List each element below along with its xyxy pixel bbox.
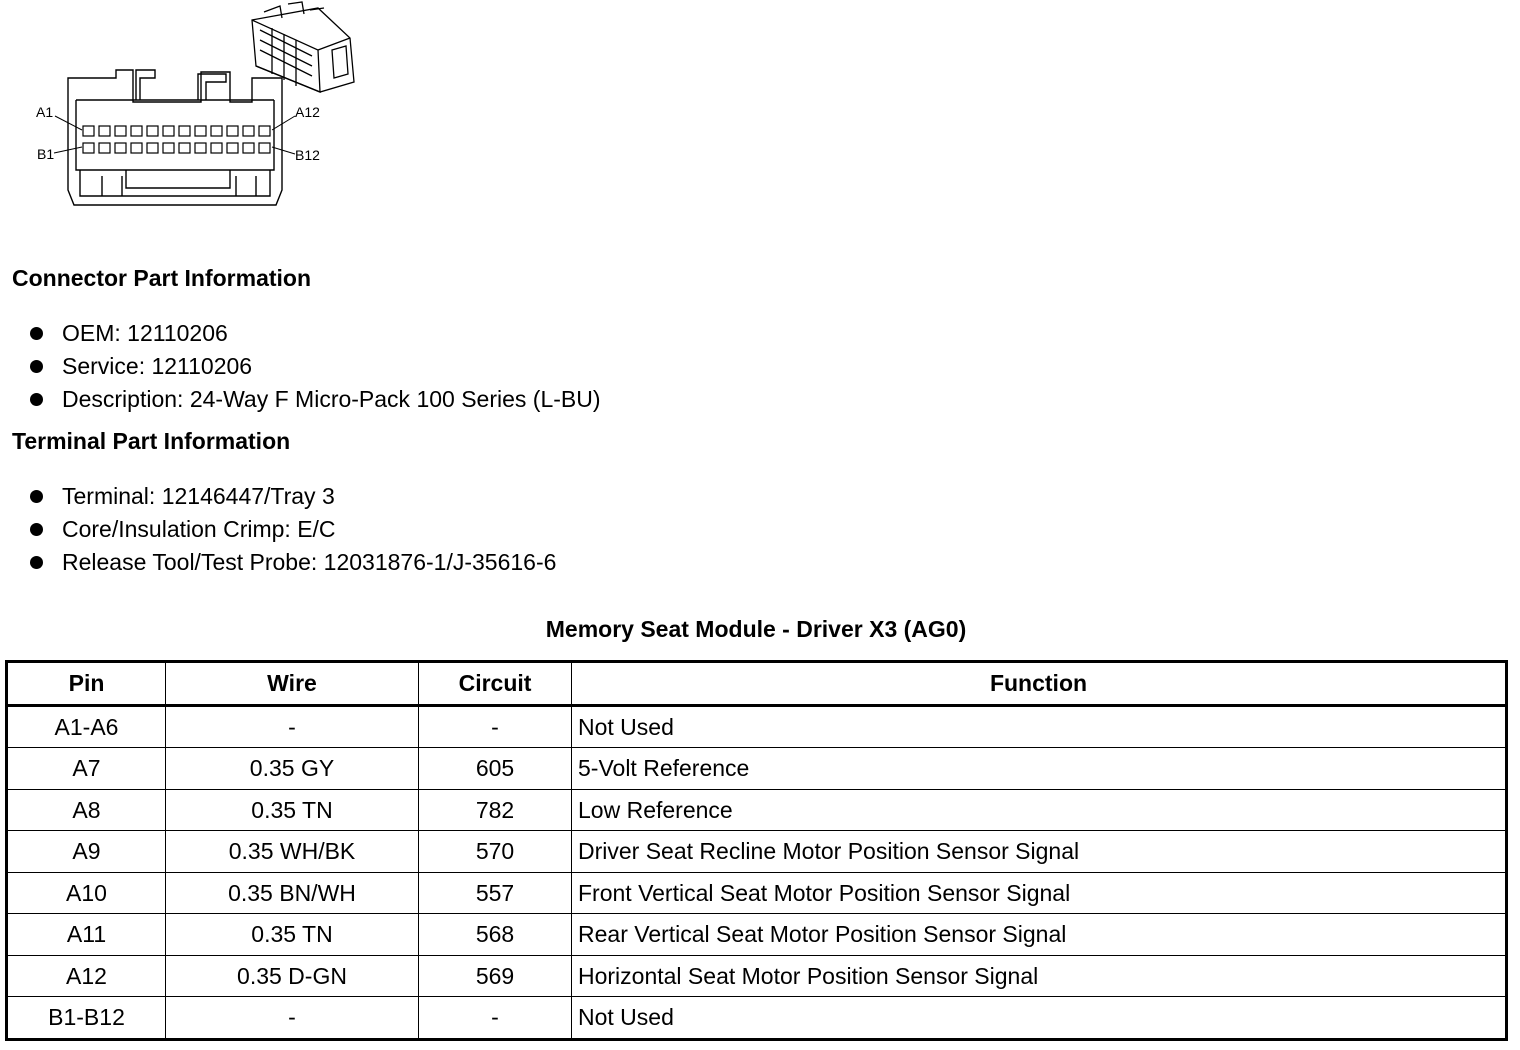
- function-cell: Rear Vertical Seat Motor Position Sensor Signal: [572, 914, 1507, 956]
- connector-part-info-heading: Connector Part Information: [12, 265, 312, 291]
- wire-cell: 0.35 TN: [166, 914, 419, 956]
- pin-cell: A9: [7, 831, 166, 873]
- function-cell: Driver Seat Recline Motor Position Sensor Signal: [572, 831, 1507, 873]
- wire-cell: -: [166, 997, 419, 1040]
- function-cell: Horizontal Seat Motor Position Sensor Signal: [572, 955, 1507, 997]
- cavity-a11: [243, 126, 254, 136]
- cavity-b7: [179, 143, 190, 153]
- pin-label-a12: A12: [295, 104, 320, 120]
- function-cell: Low Reference: [572, 789, 1507, 831]
- function-cell: Not Used: [572, 997, 1507, 1040]
- wire-cell: 0.35 BN/WH: [166, 872, 419, 914]
- connector-part-info-list: [30, 317, 601, 416]
- cavity-a7: [179, 126, 190, 136]
- cavity-b5: [147, 143, 158, 153]
- cavity-a1: [83, 126, 94, 136]
- pin-cell: A10: [7, 872, 166, 914]
- column-header-pin: Pin: [7, 662, 166, 706]
- cavity-a3: [115, 126, 126, 136]
- table-row: [7, 997, 1507, 1040]
- cavity-b12: [259, 143, 270, 153]
- column-header-wire: Wire: [166, 662, 419, 706]
- circuit-cell: 568: [419, 914, 572, 956]
- circuit-cell: -: [419, 997, 572, 1040]
- pin-table: [5, 660, 1508, 1041]
- pin-cell: A1-A6: [7, 705, 166, 748]
- list-item: Release Tool/Test Probe: 12031876-1/J-35616-6: [30, 546, 556, 579]
- pin-cell: A7: [7, 748, 166, 790]
- list-item: Terminal: 12146447/Tray 3: [30, 480, 556, 513]
- cavity-b1: [83, 143, 94, 153]
- list-item: OEM: 12110206: [30, 317, 601, 350]
- wire-cell: -: [166, 705, 419, 748]
- cavity-b2: [99, 143, 110, 153]
- table-header-row: [7, 662, 1507, 706]
- circuit-cell: 557: [419, 872, 572, 914]
- wire-cell: 0.35 TN: [166, 789, 419, 831]
- cavity-a8: [195, 126, 206, 136]
- circuit-cell: -: [419, 705, 572, 748]
- cavity-a6: [163, 126, 174, 136]
- table-row: [7, 831, 1507, 873]
- cavity-a4: [131, 126, 142, 136]
- cavity-b8: [195, 143, 206, 153]
- cavity-b4: [131, 143, 142, 153]
- cavity-b10: [227, 143, 238, 153]
- table-row: [7, 955, 1507, 997]
- circuit-cell: 570: [419, 831, 572, 873]
- circuit-cell: 569: [419, 955, 572, 997]
- cavity-a12: [259, 126, 270, 136]
- cavity-a10: [227, 126, 238, 136]
- cavity-b11: [243, 143, 254, 153]
- function-cell: Front Vertical Seat Motor Position Sensor Signal: [572, 872, 1507, 914]
- cavity-a5: [147, 126, 158, 136]
- wire-cell: 0.35 WH/BK: [166, 831, 419, 873]
- table-row: [7, 705, 1507, 748]
- function-cell: 5-Volt Reference: [572, 748, 1507, 790]
- list-item: Description: 24-Way F Micro-Pack 100 Series (L-BU): [30, 383, 601, 416]
- pin-cell: A8: [7, 789, 166, 831]
- cavity-a2: [99, 126, 110, 136]
- cavity-b9: [211, 143, 222, 153]
- table-row: [7, 872, 1507, 914]
- column-header-function: Function: [572, 662, 1507, 706]
- table-title: Memory Seat Module - Driver X3 (AG0): [545, 616, 967, 642]
- cavity-b3: [115, 143, 126, 153]
- function-cell: Not Used: [572, 705, 1507, 748]
- table-row: [7, 914, 1507, 956]
- column-header-circuit: Circuit: [419, 662, 572, 706]
- cavity-a9: [211, 126, 222, 136]
- circuit-cell: 782: [419, 789, 572, 831]
- list-item: Core/Insulation Crimp: E/C: [30, 513, 556, 546]
- terminal-part-info-heading: Terminal Part Information: [12, 428, 291, 454]
- table-row: [7, 748, 1507, 790]
- connector-diagram: [20, 0, 365, 215]
- pin-label-a1: A1: [36, 104, 54, 120]
- pin-label-b12: B12: [295, 147, 320, 163]
- wire-cell: 0.35 GY: [166, 748, 419, 790]
- pin-label-b1: B1: [37, 146, 55, 162]
- wire-cell: 0.35 D-GN: [166, 955, 419, 997]
- circuit-cell: 605: [419, 748, 572, 790]
- pin-cell: A11: [7, 914, 166, 956]
- cavity-b6: [163, 143, 174, 153]
- terminal-part-info-list: [30, 480, 556, 579]
- pin-cell: A12: [7, 955, 166, 997]
- list-item: Service: 12110206: [30, 350, 601, 383]
- pin-cell: B1-B12: [7, 997, 166, 1040]
- table-row: [7, 789, 1507, 831]
